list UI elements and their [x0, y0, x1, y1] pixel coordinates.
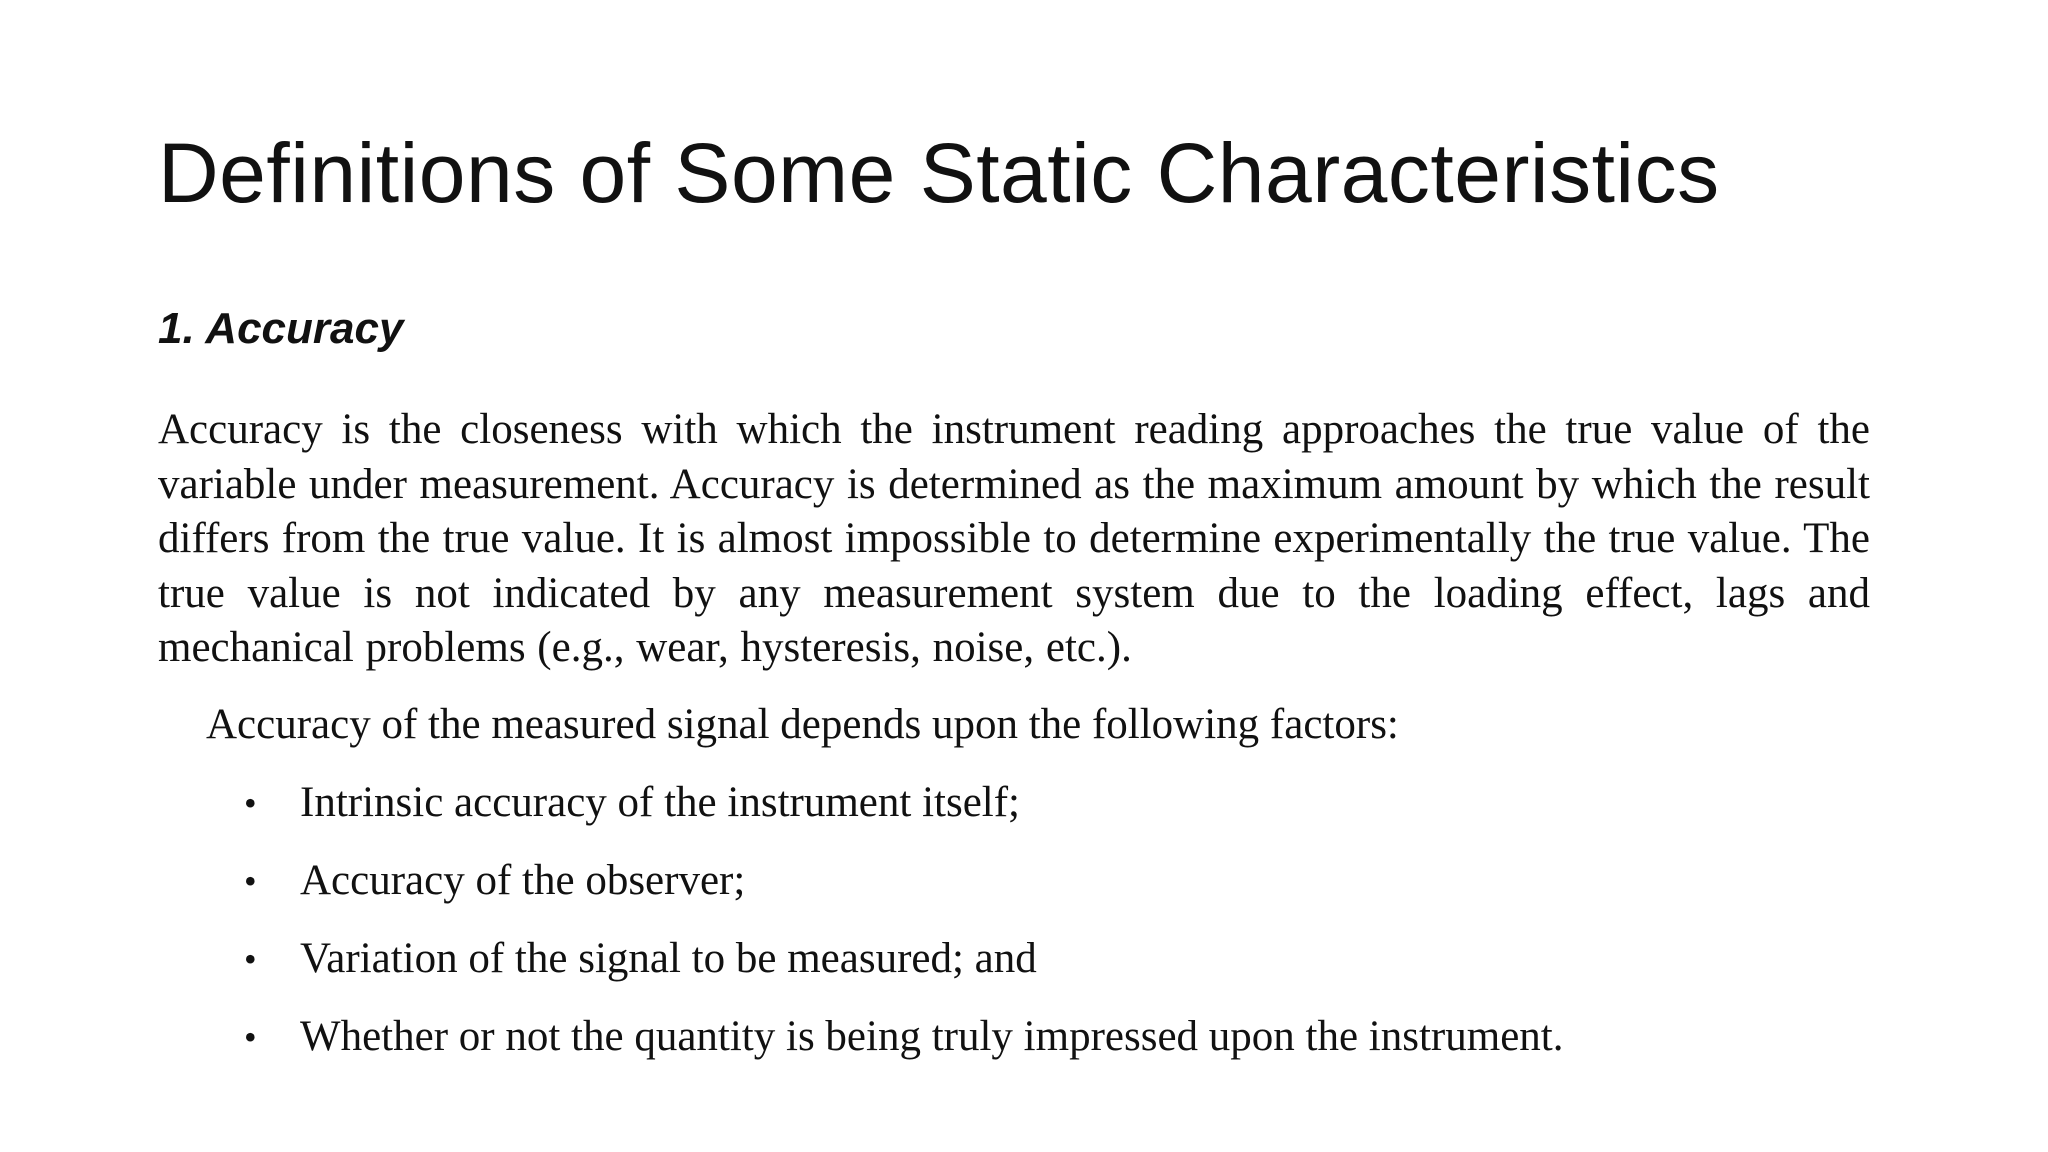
list-item-text: Variation of the signal to be measured; and [300, 935, 1037, 982]
bullet-icon: • [244, 783, 257, 823]
list-item-text: Accuracy of the observer; [300, 857, 746, 904]
bullet-icon: • [244, 1017, 257, 1057]
accuracy-definition-paragraph: Accuracy is the closeness with which the instrument reading approaches the true value of the variable under measurement. Accuracy is determined as the maximum amount by which the result differs from the true value. It is almost impossible to determine experimentally the true value. The true value is not indicated by any measurement system due to the loading effect, lags and mechanical problems (e.g., wear, hysteresis, noise, etc.). [158, 406, 1870, 671]
section-heading: 1. Accuracy [158, 304, 404, 353]
list-item-text: Whether or not the quantity is being truly impressed upon the instrument. [300, 1013, 1564, 1060]
list-item-text: Intrinsic accuracy of the instrument itself; [300, 779, 1020, 826]
bullet-icon: • [244, 939, 257, 979]
slide-title: Definitions of Some Static Characteristics [158, 126, 1720, 220]
bullet-icon: • [244, 861, 257, 901]
factors-intro: Accuracy of the measured signal depends upon the following factors: [206, 701, 1399, 748]
